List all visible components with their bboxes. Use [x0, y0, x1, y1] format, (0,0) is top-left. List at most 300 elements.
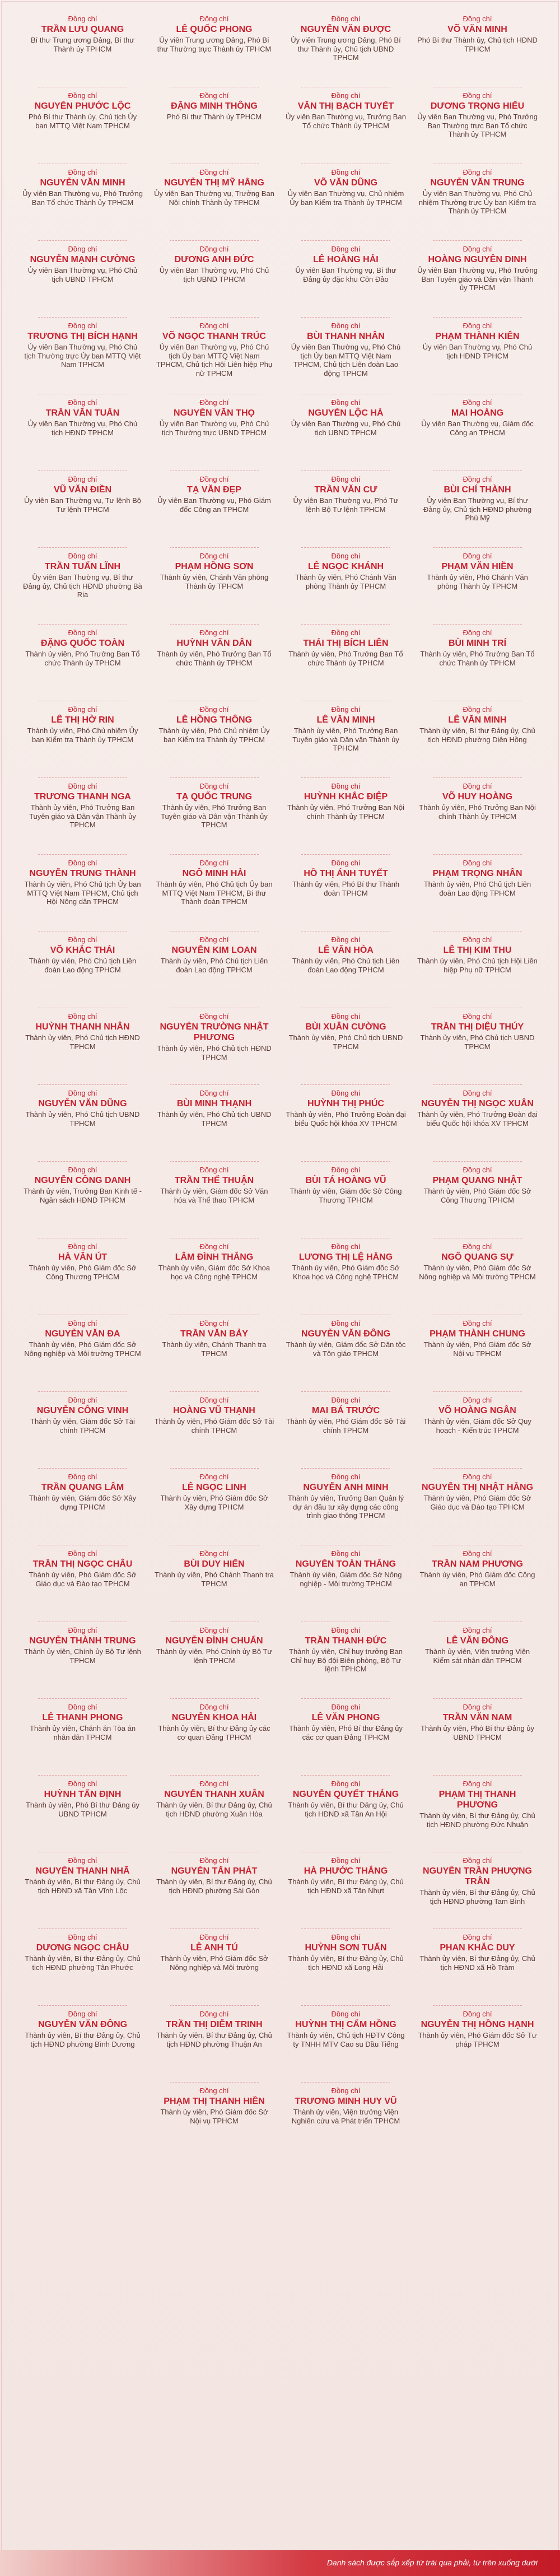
official-name: LÊ VĂN HÒA: [318, 945, 374, 955]
official-honorific: Đồng chí: [331, 1166, 361, 1174]
official-card: [412, 624, 543, 701]
official-honorific: Đồng chí: [199, 245, 229, 253]
official-honorific: Đồng chí: [68, 1242, 97, 1251]
official-role: Thành ủy viên, Phó Giám đốc Sở Tài chính TPHCM: [286, 1417, 406, 1434]
official-name: NGUYỄN CÔNG VINH: [36, 1406, 129, 1415]
footer-bar: [0, 2550, 560, 2576]
official-name: VÕ VĂN MINH: [447, 25, 507, 34]
official-role: Ủy viên Ban Thường vụ, Phó Chủ tịch UBND TPHCM: [27, 266, 138, 283]
official-honorific: Đồng chí: [199, 15, 229, 23]
official-card: [412, 1084, 543, 1161]
official-role: Thành ủy viên, Bí thư Đảng ủy, Chủ tịch HĐND xã Tân Nhựt: [288, 1878, 404, 1895]
official-honorific: Đồng chí: [68, 245, 97, 253]
official-role: Thành ủy viên, Phó Chánh Thanh tra TPHCM: [155, 1571, 274, 1588]
official-role: Thành ủy viên, Phó Chủ tịch Liên đoàn Lao động TPHCM: [292, 957, 400, 974]
official-name: TRẦN THỊ DIỆU THÚY: [431, 1022, 524, 1032]
official-card: [17, 1391, 148, 1468]
officials-grid: [17, 10, 543, 2159]
official-card: [280, 317, 412, 394]
official-card: [148, 1928, 280, 2005]
official-name: BÙI XUÂN CƯỜNG: [305, 1022, 386, 1032]
official-name: TRẦN VĂN TUẤN: [45, 408, 120, 418]
official-honorific: Đồng chí: [463, 1242, 492, 1251]
official-honorific: Đồng chí: [199, 552, 229, 560]
official-name: BÙI THANH NHÂN: [307, 332, 385, 341]
official-card: [17, 10, 148, 87]
official-name: NGUYỄN VĂN TRUNG: [430, 178, 525, 188]
official-name: NGUYỄN TOÀN THẮNG: [295, 1559, 396, 1569]
official-honorific: Đồng chí: [68, 1856, 97, 1865]
official-name: TRẦN THỊ DIỄM TRINH: [166, 2020, 263, 2029]
official-card: [148, 1238, 280, 1315]
official-honorific: Đồng chí: [463, 628, 492, 637]
official-role: Thành ủy viên, Phó Trưởng Ban Tuyên giáo và Dân vận Thành ủy TPHCM: [29, 803, 136, 829]
official-card: [17, 240, 148, 317]
official-name: NGÔ MINH HẢI: [182, 869, 246, 878]
official-name: NGUYỄN QUYẾT THẮNG: [292, 1790, 399, 1799]
official-role: Thành ủy viên, Phó Trưởng Ban Tổ chức Thành ủy TPHCM: [288, 650, 403, 667]
official-honorific: Đồng chí: [463, 2010, 492, 2018]
official-card: [280, 471, 412, 547]
official-name: LÊ VĂN PHONG: [311, 1713, 380, 1722]
official-card: [280, 1775, 412, 1852]
official-card: [412, 1852, 543, 1928]
official-honorific: Đồng chí: [331, 2086, 361, 2095]
official-card: [148, 1622, 280, 1698]
official-honorific: Đồng chí: [199, 1549, 229, 1558]
official-card: [17, 1238, 148, 1315]
official-role: Thành ủy viên, Giám đốc Sở Khoa học và Công nghệ TPHCM: [158, 1264, 270, 1281]
official-name: BÙI MINH TRÍ: [448, 639, 507, 648]
official-honorific: Đồng chí: [68, 935, 97, 944]
official-role: Thành ủy viên, Phó Chủ tịch Liên đoàn Lao động TPHCM: [423, 880, 531, 897]
official-honorific: Đồng chí: [68, 15, 97, 23]
official-role: Ủy viên Ban Thường vụ, Phó Chủ tịch UBND TPHCM: [291, 420, 401, 437]
official-role: Thành ủy viên, Phó Chủ tịch HĐND TPHCM: [25, 1033, 140, 1051]
official-name: LÊ ANH TÚ: [190, 1943, 238, 1953]
official-honorific: Đồng chí: [463, 1626, 492, 1634]
official-role: Thành ủy viên, Phó Trưởng Ban Tuyên giáo và Dân vận Thành ủy TPHCM: [292, 726, 399, 752]
official-role: Thành ủy viên, Phó Chủ tịch Hội Liên hiệp Phụ nữ TPHCM: [417, 957, 538, 974]
official-honorific: Đồng chí: [68, 1012, 97, 1021]
official-name: NGUYỄN THÀNH TRUNG: [29, 1636, 136, 1646]
official-card: [280, 1698, 412, 1775]
official-card: [17, 1622, 148, 1698]
official-card: [148, 777, 280, 854]
official-card: [412, 2005, 543, 2082]
official-card: [412, 87, 543, 164]
official-name: TRẦN THANH ĐỨC: [305, 1636, 387, 1646]
official-honorific: Đồng chí: [199, 322, 229, 330]
official-card: [17, 701, 148, 777]
official-card: [412, 931, 543, 1008]
official-honorific: Đồng chí: [199, 91, 229, 100]
official-role: Ủy viên Ban Thường vụ, Phó Chủ tịch Thường trực UBND TPHCM: [159, 420, 269, 437]
official-name: NGUYỄN MẠNH CƯỜNG: [30, 255, 136, 264]
official-name: LÊ THỊ HỜ RIN: [51, 715, 114, 725]
official-honorific: Đồng chí: [463, 859, 492, 867]
official-card: [412, 1391, 543, 1468]
official-card: [148, 547, 280, 624]
official-role: Thành ủy viên, Bí thư Đảng ủy các cơ quan Đảng TPHCM: [158, 1724, 270, 1741]
official-card: [148, 624, 280, 701]
official-honorific: Đồng chí: [463, 1780, 492, 1788]
official-name: TRẦN LƯU QUANG: [41, 25, 124, 34]
official-role: Thành ủy viên, Phó Giám đốc Sở Nông nghiệp và Môi trường: [160, 1954, 268, 1972]
official-role: Thành ủy viên, Bí thư Đảng ủy, Chủ tịch HĐND xã Long Hải: [288, 1954, 404, 1972]
official-honorific: Đồng chí: [331, 15, 361, 23]
official-role: Thành ủy viên, Phó Giám đốc Sở Tư pháp TPHCM: [418, 2031, 537, 2048]
official-role: Thành ủy viên, Phó Trưởng Ban Tổ chức Thành ủy TPHCM: [157, 650, 272, 667]
official-role: Thành ủy viên, Trưởng Ban Quản lý dự án đầu tư xây dựng các công trình giao thông TPHCM: [287, 1494, 404, 1520]
official-honorific: Đồng chí: [199, 1166, 229, 1174]
official-name: BÙI DUY HIỂN: [184, 1559, 245, 1569]
official-role: Thành ủy viên, Giám đốc Sở Nông nghiệp - Môi trường TPHCM: [290, 1571, 402, 1588]
official-name: LÂM ĐÌNH THẮNG: [175, 1252, 254, 1262]
official-honorific: Đồng chí: [68, 1473, 97, 1481]
official-honorific: Đồng chí: [199, 1396, 229, 1404]
official-name: DƯƠNG NGỌC CHÂU: [36, 1943, 129, 1953]
official-card: [412, 240, 543, 317]
official-honorific: Đồng chí: [199, 1856, 229, 1865]
official-card: [412, 701, 543, 777]
official-role: Thành ủy viên, Bí thư Đảng ủy, Chủ tịch HĐND xã Hồ Tràm: [419, 1954, 535, 1972]
official-name: HÀ VĂN ÚT: [58, 1252, 108, 1262]
official-card: [17, 471, 148, 547]
official-role: Thành ủy viên, Giám đốc Sở Công Thương TPHCM: [290, 1187, 402, 1204]
official-card: [17, 1852, 148, 1928]
official-role: Thành ủy viên, Chánh Thanh tra TPHCM: [162, 1340, 267, 1358]
official-name: LÊ QUỐC PHONG: [176, 25, 253, 34]
official-honorific: Đồng chí: [199, 2086, 229, 2095]
official-card: [148, 471, 280, 547]
official-honorific: Đồng chí: [463, 1089, 492, 1097]
official-honorific: Đồng chí: [331, 782, 361, 790]
official-name: HOÀNG NGUYÊN DINH: [428, 255, 527, 264]
official-role: Ủy viên Ban Thường vụ, Giám đốc Công an TPHCM: [421, 420, 534, 437]
official-card: [17, 931, 148, 1008]
official-card: [412, 1008, 543, 1084]
official-role: Ủy viên Ban Thường vụ, Phó Trưởng Ban Tuyên giáo và Dân vận Thành ủy TPHCM: [417, 266, 538, 292]
official-role: Phó Bí thư Thành ủy, Chủ tịch Ủy ban MTTQ Việt Nam TPHCM: [28, 113, 137, 130]
official-name: HỒ THỊ ÁNH TUYẾT: [304, 869, 388, 878]
official-honorific: Đồng chí: [463, 168, 492, 176]
official-name: LÊ HOÀNG HẢI: [313, 255, 379, 264]
official-name: BÙI CHÍ THÀNH: [444, 485, 511, 495]
official-role: Phó Bí thư Thành ủy, Chủ tịch HĐND TPHCM: [417, 36, 538, 53]
official-honorific: Đồng chí: [199, 2010, 229, 2018]
official-honorific: Đồng chí: [199, 398, 229, 407]
official-role: Thành ủy viên, Phó Giám đốc Sở Giáo dục và Đào tạo TPHCM: [423, 1494, 531, 1511]
official-card: [17, 1468, 148, 1545]
official-honorific: Đồng chí: [199, 935, 229, 944]
official-role: Thành ủy viên, Phó Chủ tịch HĐND TPHCM: [157, 1044, 272, 1061]
official-honorific: Đồng chí: [68, 2010, 97, 2018]
official-name: TRẦN VĂN NAM: [442, 1713, 512, 1722]
official-name: MAI HOÀNG: [451, 408, 504, 418]
official-role: Ủy viên Ban Thường vụ, Phó Chủ tịch Ủy ban MTTQ Việt Nam TPHCM, Chủ tịch Liên đoàn Lao động TPHCM: [291, 343, 401, 378]
official-role: Thành ủy viên, Phó Chủ tịch Ủy ban MTTQ Việt Nam TPHCM, Chủ tịch Hội Nông dân TPHCM: [24, 880, 141, 906]
official-honorific: Đồng chí: [199, 782, 229, 790]
official-honorific: Đồng chí: [68, 1396, 97, 1404]
official-card: [17, 1698, 148, 1775]
official-role: Thành ủy viên, Bí thư Đảng ủy, Chủ tịch HĐND phường Sài Gòn: [156, 1878, 272, 1895]
official-name: ĐẶNG QUỐC TOÀN: [40, 639, 125, 648]
official-honorific: Đồng chí: [463, 1933, 492, 1941]
official-role: Thành ủy viên, Bí thư Đảng ủy, Chủ tịch HĐND phường Bình Dương: [25, 2031, 141, 2048]
official-role: Thành ủy viên, Trưởng Ban Kinh tế - Ngân sách HĐND TPHCM: [24, 1187, 142, 1204]
official-role: Ủy viên Ban Thường vụ, Bí thư Đảng ủy đặc khu Côn Đảo: [295, 266, 396, 283]
official-card: [280, 2005, 412, 2082]
official-role: Ủy viên Ban Thường vụ, Phó Chủ tịch UBND TPHCM: [159, 266, 269, 283]
official-role: Thành ủy viên, Phó Giám đốc Sở Nội vụ TPHCM: [160, 2108, 268, 2125]
official-role: Ủy viên Ban Thường vụ, Bí thư Đảng ủy, Chủ tịch HĐND phường Bà Rịa: [23, 573, 142, 599]
official-honorific: Đồng chí: [68, 1089, 97, 1097]
official-honorific: Đồng chí: [331, 1242, 361, 1251]
official-honorific: Đồng chí: [331, 398, 361, 407]
official-name: PHẠM THỊ THANH HIỀN: [164, 2097, 265, 2106]
official-card: [280, 931, 412, 1008]
official-role: Thành ủy viên, Giám đốc Sở Dân tộc và Tôn giáo TPHCM: [286, 1340, 406, 1358]
official-name: NGUYỄN TRƯỜNG NHẬT PHƯƠNG: [160, 1022, 269, 1042]
official-card: [148, 1315, 280, 1391]
official-role: Thành ủy viên, Phó Trưởng Đoàn đại biểu Quốc hội khóa XV TPHCM: [286, 1110, 406, 1128]
official-role: Thành ủy viên, Phó Giám đốc Sở Công Thương TPHCM: [29, 1264, 137, 1281]
footer-note: Danh sách được sắp xếp từ trái qua phải, từ trên xuống dưới: [326, 2558, 538, 2567]
official-name: NGUYỄN ĐÌNH CHUẨN: [165, 1636, 263, 1646]
official-role: Thành ủy viên, Bí thư Đảng ủy, Chủ tịch HĐND phường Thuận An: [156, 2031, 272, 2048]
official-honorific: Đồng chí: [331, 1473, 361, 1481]
official-honorific: Đồng chí: [463, 1549, 492, 1558]
official-honorific: Đồng chí: [68, 1166, 97, 1174]
official-honorific: Đồng chí: [463, 935, 492, 944]
official-role: Ủy viên Ban Thường vụ, Chủ nhiệm Ủy ban Kiểm tra Thành ủy TPHCM: [287, 189, 404, 207]
official-honorific: Đồng chí: [331, 1856, 361, 1865]
official-card: [17, 394, 148, 471]
official-role: Thành ủy viên, Phó Giám đốc Sở Xây dựng TPHCM: [160, 1494, 268, 1511]
official-name: TẠ VĂN ĐẸP: [187, 485, 241, 495]
official-role: Thành ủy viên, Giám đốc Sở Tài chính TPHCM: [30, 1417, 135, 1434]
official-name: TRẦN NAM PHƯƠNG: [432, 1559, 523, 1569]
official-honorific: Đồng chí: [463, 1396, 492, 1404]
official-role: Ủy viên Ban Thường vụ, Phó Giám đốc Công an TPHCM: [157, 496, 271, 514]
official-card: [412, 547, 543, 624]
official-honorific: Đồng chí: [331, 322, 361, 330]
official-role: Thành ủy viên, Phó Bí thư Đảng ủy UBND TPHCM: [420, 1724, 535, 1741]
official-name: LÊ NGỌC KHÁNH: [307, 562, 384, 571]
official-card: [148, 164, 280, 240]
official-name: PHẠM THÀNH KIÊN: [435, 332, 520, 341]
official-honorific: Đồng chí: [331, 1012, 361, 1021]
official-role: Ủy viên Ban Thường vụ, Trưởng Ban Tổ chức Thành ủy TPHCM: [286, 113, 406, 130]
official-card: [148, 1852, 280, 1928]
official-role: Thành ủy viên, Bí thư Đảng ủy, Chủ tịch HĐND phường Tam Bình: [419, 1888, 535, 1906]
official-role: Thành ủy viên, Viện trưởng Viện Kiểm sát nhân dân TPHCM: [424, 1647, 530, 1665]
official-honorific: Đồng chí: [331, 935, 361, 944]
official-card: [280, 240, 412, 317]
official-card: [17, 1161, 148, 1238]
official-honorific: Đồng chí: [331, 168, 361, 176]
official-card: [148, 1161, 280, 1238]
official-name: DƯƠNG ANH ĐỨC: [174, 255, 254, 264]
official-role: Thành ủy viên, Phó Bí thư Đảng ủy UBND TPHCM: [25, 1801, 140, 1818]
official-name: NGUYỄN THỊ HỒNG HẠNH: [421, 2020, 534, 2029]
official-card: [412, 1698, 543, 1775]
official-role: Thành ủy viên, Phó Chủ tịch UBND TPHCM: [25, 1110, 140, 1128]
official-card: [280, 777, 412, 854]
official-name: VĂN THỊ BẠCH TUYẾT: [297, 101, 394, 111]
official-honorific: Đồng chí: [463, 398, 492, 407]
official-role: Thành ủy viên, Phó Chủ tịch Liên đoàn Lao động TPHCM: [29, 957, 137, 974]
official-role: Thành ủy viên, Phó Chủ tịch UBND TPHCM: [157, 1110, 272, 1128]
official-role: Thành ủy viên, Phó Trưởng Ban Tổ chức Thành ủy TPHCM: [420, 650, 535, 667]
official-honorific: Đồng chí: [68, 91, 97, 100]
official-honorific: Đồng chí: [68, 705, 97, 714]
official-honorific: Đồng chí: [331, 1089, 361, 1097]
official-name: LÊ VĂN ĐÔNG: [446, 1636, 509, 1646]
official-card: [280, 1315, 412, 1391]
official-card: [280, 854, 412, 931]
official-role: Thành ủy viên, Phó Chủ tịch Liên đoàn Lao động TPHCM: [160, 957, 268, 974]
official-card: [280, 394, 412, 471]
official-card: [280, 1084, 412, 1161]
official-role: Thành ủy viên, Phó Trưởng Ban Tổ chức Thành ủy TPHCM: [25, 650, 140, 667]
official-name: NGUYỄN PHƯỚC LỘC: [34, 101, 131, 111]
official-honorific: Đồng chí: [199, 628, 229, 637]
official-honorific: Đồng chí: [463, 1473, 492, 1481]
official-name: VÕ NGỌC THANH TRÚC: [162, 332, 266, 341]
official-name: PHẠM QUANG NHẬT: [432, 1176, 522, 1185]
official-card: [412, 1315, 543, 1391]
official-name: PHẠM VĂN HIỀN: [441, 562, 514, 571]
official-card: [412, 1545, 543, 1622]
official-honorific: Đồng chí: [463, 1319, 492, 1327]
official-role: Thành ủy viên, Chánh án Tòa án nhân dân TPHCM: [29, 1724, 136, 1741]
official-card: [17, 1315, 148, 1391]
official-card: [148, 87, 280, 164]
official-name: PHAN KHẮC DUY: [440, 1943, 515, 1953]
official-role: Thành ủy viên, Bí thư Đảng ủy, Chủ tịch HĐND xã Tân An Hội: [288, 1801, 404, 1818]
official-honorific: Đồng chí: [463, 475, 492, 483]
official-card: [280, 2082, 412, 2159]
official-card: [17, 87, 148, 164]
official-honorific: Đồng chí: [68, 1780, 97, 1788]
official-name: NGUYỄN KHOA HẢI: [171, 1713, 257, 1722]
official-name: NGÔ QUANG SỰ: [441, 1252, 514, 1262]
official-card: [17, 164, 148, 240]
official-card: [412, 1928, 543, 2005]
official-role: Thành ủy viên, Chánh Văn phòng Thành ủy TPHCM: [160, 573, 269, 590]
official-honorific: Đồng chí: [463, 15, 492, 23]
official-role: Thành ủy viên, Giám đốc Sở Xây dựng TPHCM: [29, 1494, 137, 1511]
official-role: Thành ủy viên, Chính ủy Bộ Tư lệnh TPHCM: [24, 1647, 141, 1665]
official-honorific: Đồng chí: [463, 705, 492, 714]
official-card: [148, 317, 280, 394]
official-name: MAI BÁ TRƯỚC: [311, 1406, 380, 1415]
official-card: [148, 854, 280, 931]
official-card: [17, 777, 148, 854]
official-card: [412, 10, 543, 87]
official-name: TẠ QUỐC TRUNG: [176, 792, 253, 802]
official-name: NGUYỄN TRẦN PHƯỢNG TRÂN: [423, 1866, 532, 1886]
official-card: [280, 701, 412, 777]
official-name: TRẦN QUANG LÂM: [41, 1483, 124, 1492]
official-honorific: Đồng chí: [331, 705, 361, 714]
official-card: [17, 1545, 148, 1622]
official-honorific: Đồng chí: [199, 1319, 229, 1327]
official-name: LÊ NGỌC LINH: [182, 1483, 246, 1492]
official-honorific: Đồng chí: [68, 552, 97, 560]
official-card: [280, 1161, 412, 1238]
official-name: HUỲNH THỊ PHÚC: [307, 1099, 384, 1108]
official-name: HUỲNH SƠN TUẤN: [305, 1943, 387, 1953]
official-honorific: Đồng chí: [199, 1703, 229, 1711]
official-name: NGUYỄN ANH MINH: [303, 1483, 389, 1492]
official-role: Thành ủy viên, Bí thư Đảng ủy, Chủ tịch HĐND phường Đức Nhuận: [419, 1811, 535, 1829]
official-name: NGUYỄN VĂN ĐA: [45, 1329, 120, 1339]
official-name: PHẠM HỒNG SƠN: [175, 562, 254, 571]
official-name: LÊ VĂN MINH: [316, 715, 375, 725]
official-card: [412, 164, 543, 240]
official-card: [148, 1468, 280, 1545]
official-card: [148, 394, 280, 471]
official-name: TRẦN THẾ THUẬN: [174, 1176, 254, 1185]
official-honorific: Đồng chí: [199, 705, 229, 714]
official-role: Ủy viên Ban Thường vụ, Trưởng Ban Nội chính Thành ủy TPHCM: [154, 189, 274, 207]
official-honorific: Đồng chí: [199, 168, 229, 176]
official-honorific: Đồng chí: [463, 782, 492, 790]
official-card: [280, 1391, 412, 1468]
official-card: [17, 1775, 148, 1852]
official-name: PHẠM THỊ THANH PHƯƠNG: [438, 1790, 516, 1810]
official-honorific: Đồng chí: [331, 628, 361, 637]
official-honorific: Đồng chí: [199, 1473, 229, 1481]
official-role: Ủy viên Trung ương Đảng, Phó Bí thư Thường trực Thành ủy TPHCM: [157, 36, 272, 53]
official-name: LÊ HỒNG THÔNG: [176, 715, 253, 725]
official-card: [412, 1238, 543, 1315]
official-role: Thành ủy viên, Bí thư Đảng ủy, Chủ tịch HĐND phường Xuân Hòa: [156, 1801, 272, 1818]
official-honorific: Đồng chí: [463, 245, 492, 253]
official-card: [148, 2082, 280, 2159]
official-name: NGUYỄN THỊ MỸ HẰNG: [164, 178, 264, 188]
official-card: [280, 1008, 412, 1084]
official-role: Thành ủy viên, Phó Trưởng Ban Tuyên giáo và Dân vận Thành ủy TPHCM: [161, 803, 268, 829]
official-name: NGUYỄN THỊ NGỌC XUÂN: [421, 1099, 534, 1108]
official-honorific: Đồng chí: [68, 782, 97, 790]
official-role: Ủy viên Ban Thường vụ, Phó Chủ tịch HĐND TPHCM: [27, 420, 138, 437]
official-role: Thành ủy viên, Phó Giám đốc Sở Giáo dục và Đào tạo TPHCM: [29, 1571, 137, 1588]
official-role: Thành ủy viên, Giám đốc Sở Quy hoạch - Kiến trúc TPHCM: [423, 1417, 531, 1434]
official-name: HUỲNH THANH NHÂN: [35, 1022, 130, 1032]
official-name: HÀ PHƯỚC THẮNG: [304, 1866, 388, 1876]
official-role: Thành ủy viên, Phó Chủ nhiệm Ủy ban Kiểm tra Thành ủy TPHCM: [158, 726, 270, 744]
official-name: NGUYỄN VĂN MINH: [40, 178, 125, 188]
official-honorific: Đồng chí: [68, 168, 97, 176]
official-name: NGUYỄN THANH XUÂN: [164, 1790, 264, 1799]
official-role: Thành ủy viên, Bí thư Đảng ủy, Chủ tịch HĐND phường Diên Hồng: [419, 726, 535, 744]
official-card: [280, 1545, 412, 1622]
official-name: VÕ KHẮC THÁI: [50, 945, 115, 955]
official-honorific: Đồng chí: [463, 552, 492, 560]
official-name: NGUYỄN THỊ NHẬT HẰNG: [421, 1483, 534, 1492]
official-card: [148, 2005, 280, 2082]
official-honorific: Đồng chí: [331, 245, 361, 253]
official-card: [280, 1928, 412, 2005]
official-role: Thành ủy viên, Phó Trưởng Ban Nội chính Thành ủy TPHCM: [287, 803, 404, 821]
official-role: Thành ủy viên, Bí thư Đảng ủy, Chủ tịch HĐND phường Tân Phước: [25, 1954, 141, 1972]
official-honorific: Đồng chí: [68, 398, 97, 407]
official-name: TRƯƠNG THANH NGA: [34, 792, 131, 802]
